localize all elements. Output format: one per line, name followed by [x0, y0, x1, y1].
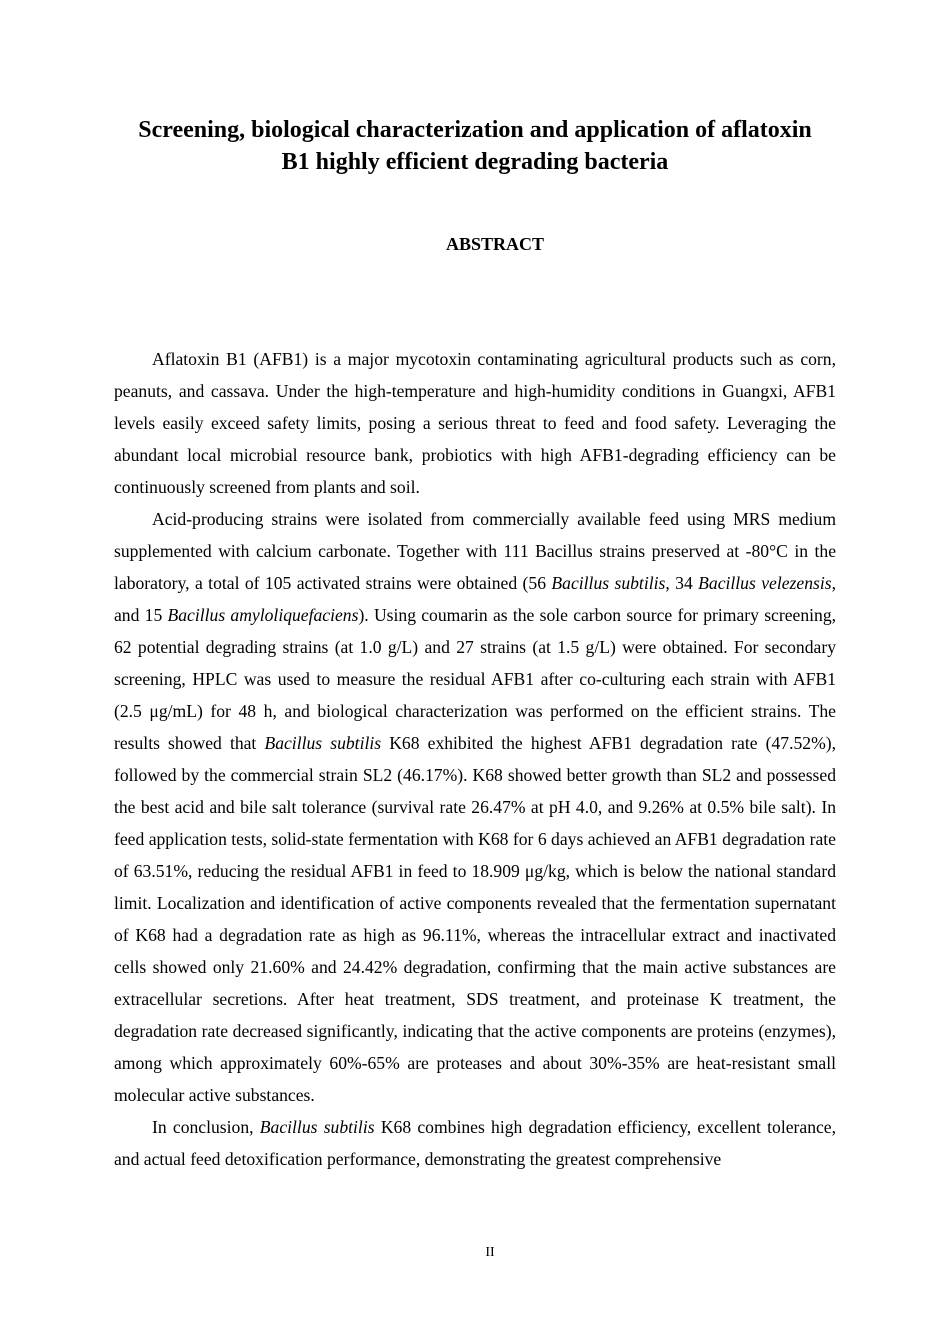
paragraph-text: , and 15	[114, 573, 836, 625]
species-name: Bacillus subtilis	[264, 733, 382, 753]
paragraph-text: K68 combines high degradation efficiency, excellent tolerance, and actual feed detoxification performance, demonstrating the greatest comprehensive	[114, 1117, 837, 1169]
species-name: Bacillus velezensis	[698, 573, 832, 593]
paragraph-text: Acid-producing strains were isolated from commercially available feed using MRS medium supplemented with calcium carbonate. Together with 111 Bacillus strains preserved at -80°C in the laboratory, a total of 105 activated strains were obtained (56	[114, 509, 836, 593]
title-line-2: B1 highly efficient degrading bacteria	[281, 149, 669, 175]
paragraph-text: In conclusion,	[152, 1117, 260, 1137]
abstract-paragraph-2	[114, 503, 836, 1111]
abstract-heading: ABSTRACT	[445, 234, 545, 254]
paragraph-text: ). Using coumarin as the sole carbon source for primary screening, 62 potential degrading strains (at 1.0 g/L) and 27 strains (at 1.5 g/L) were obtained. For secondary screening, HPLC was used to measure the residual AFB1 after co-culturing each strain with AFB1 (2.5 μg/mL) for 48 h, and biological characterization was performed on the efficient strains. The results showed that	[114, 605, 837, 753]
document-title	[100, 114, 850, 178]
species-name: Bacillus amyloliquefaciens	[167, 605, 359, 625]
abstract-paragraph-1	[114, 343, 836, 503]
paragraph-text: K68 exhibited the highest AFB1 degradation rate (47.52%), followed by the commercial strain SL2 (46.17%). K68 showed better growth than SL2 and possessed the best acid and bile salt tolerance (survival rate 26.47% at pH 4.0, and 9.26% at 0.5% bile salt). In feed application tests, solid-state fermentation with K68 for 6 days achieved an AFB1 degradation rate of 63.51%, reducing the residual AFB1 in feed to 18.909 μg/kg, which is below the national standard limit. Localization and identification of active components revealed that the fermentation supernatant of K68 had a degradation rate as high as 96.11%, whereas the intracellular extract and inactivated cells showed only 21.60% and 24.42% degradation, confirming that the main active substances are extracellular secretions. After heat treatment, SDS treatment, and proteinase K treatment, the degradation rate decreased significantly, indicating that the active components are proteins (enzymes), among which approximately 60%-65% are proteases and about 30%-35% are heat-resistant small molecular active substances.	[114, 733, 837, 1105]
paragraph-text: Aflatoxin B1 (AFB1) is a major mycotoxin contaminating agricultural products such as corn, peanuts, and cassava. Under the high-temperature and high-humidity conditions in Guangxi, AFB1 levels easily exceed safety limits, posing a serious threat to feed and food safety. Leveraging the abundant local microbial resource bank, probiotics with high AFB1-degrading efficiency can be continuously screened from plants and soil.	[114, 349, 836, 497]
paragraph-text: , 34	[665, 573, 699, 593]
species-name: Bacillus subtilis	[551, 573, 666, 593]
page-number: II	[485, 1245, 495, 1260]
species-name: Bacillus subtilis	[259, 1117, 375, 1137]
abstract-paragraph-3	[114, 1111, 836, 1175]
abstract-body	[114, 343, 836, 1175]
title-line-1: Screening, biological characterization and application of aflatoxin	[138, 117, 812, 143]
